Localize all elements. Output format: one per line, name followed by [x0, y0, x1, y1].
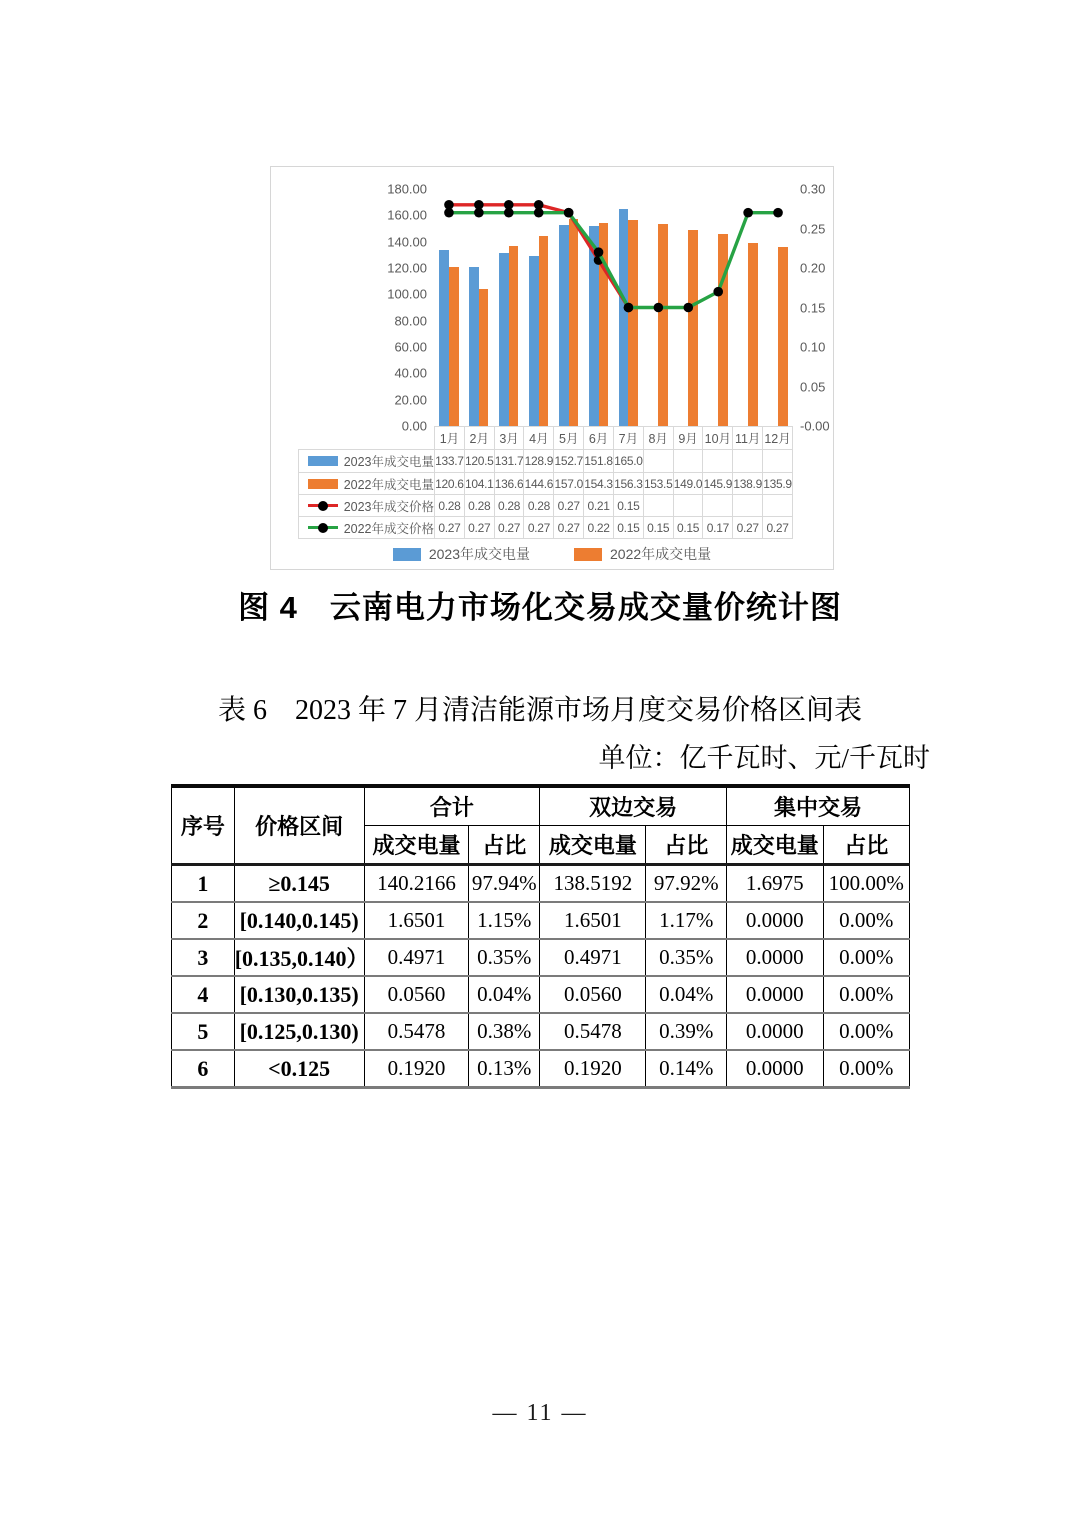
- legend-item: [574, 544, 711, 564]
- left-axis-tick-label: 20.00: [394, 392, 427, 408]
- col-group-header: 双边交易: [540, 786, 727, 826]
- month-label: 11月: [732, 427, 762, 449]
- marker-2022年成交价格: [444, 208, 454, 218]
- marker-2022年成交价格: [743, 208, 753, 218]
- row-value-cell: 0.00%: [823, 976, 909, 1013]
- price-range-table: [171, 784, 910, 1089]
- figure-caption: 图 4 云南电力市场化交易成交量价统计图: [238, 590, 842, 625]
- left-axis-tick-label: 180.00: [387, 181, 427, 197]
- row-value-cell: 138.5192: [540, 865, 646, 903]
- col-header-seq: 序号: [172, 786, 235, 865]
- legend-value-cell: 0.27: [494, 517, 524, 538]
- month-label: 5月: [553, 427, 583, 449]
- legend-key: [299, 495, 435, 516]
- table-row: [172, 902, 910, 939]
- row-value-cell: 0.04%: [646, 976, 726, 1013]
- row-price-range: [0.135,0.140）: [234, 939, 364, 976]
- month-label: 2月: [464, 427, 494, 449]
- col-group-header: 集中交易: [726, 786, 909, 826]
- legend-value-cell: 120.6: [435, 476, 464, 491]
- legend-item-label: 2022年成交电量: [610, 546, 712, 562]
- legend-value-cell: 144.6: [523, 473, 553, 494]
- left-axis-tick-label: 120.00: [387, 260, 427, 276]
- legend-table-row: [299, 472, 792, 494]
- legend-value-cell: 0.15: [673, 517, 703, 538]
- legend-value-cell: 135.9: [762, 473, 792, 494]
- col-subheader: 占比: [469, 826, 540, 865]
- legend-value-cell: [762, 495, 792, 516]
- legend-value-cell: 0.27: [464, 517, 494, 538]
- right-axis-tick-label: 0.20: [800, 260, 826, 276]
- legend-value-cell: [762, 450, 792, 472]
- left-axis-tick-label: 160.00: [387, 207, 427, 223]
- left-axis-tick-label: 40.00: [394, 365, 427, 381]
- 2023年成交电量-swatch-icon: [308, 456, 338, 466]
- 2022年成交电量-swatch-icon: [308, 479, 338, 489]
- left-axis-tick-label: 60.00: [394, 339, 427, 355]
- 2023年成交价格-line-marker-icon: [308, 501, 338, 511]
- month-label: 12月: [762, 427, 792, 449]
- row-value-cell: 0.13%: [469, 1050, 540, 1088]
- legend-value-cell: [732, 495, 762, 516]
- row-value-cell: 0.35%: [469, 939, 540, 976]
- row-value-cell: 97.94%: [469, 865, 540, 903]
- row-value-cell: 0.5478: [364, 1013, 469, 1050]
- col-subheader: 占比: [823, 826, 909, 865]
- line-2022年成交价格: [449, 213, 778, 308]
- 2022年成交电量-swatch-icon: [574, 548, 602, 561]
- legend-value-cell: 104.1: [464, 473, 494, 494]
- col-subheader: 成交电量: [540, 826, 646, 865]
- marker-2022年成交价格: [534, 208, 544, 218]
- row-value-cell: 97.92%: [646, 865, 726, 903]
- legend-value-cell: 0.17: [702, 517, 732, 538]
- chart-legend: [271, 544, 833, 564]
- right-axis-tick-label: 0.30: [800, 181, 826, 197]
- row-value-cell: 0.0000: [726, 1050, 823, 1088]
- legend-value-cell: 0.22: [583, 517, 613, 538]
- table-row: [172, 865, 910, 903]
- right-axis-tick-label: 0.10: [800, 339, 826, 355]
- marker-2022年成交价格: [594, 247, 604, 257]
- legend-value-cell: 128.9: [523, 450, 553, 472]
- row-seq: 5: [172, 1013, 235, 1050]
- col-subheader: 成交电量: [726, 826, 823, 865]
- row-seq: 1: [172, 865, 235, 903]
- legend-value-cell: 152.7: [553, 450, 583, 472]
- figure4-chart: [270, 166, 834, 570]
- legend-value-cell: [673, 450, 703, 472]
- marker-2022年成交价格: [683, 303, 693, 313]
- month-label: 1月: [439, 432, 460, 446]
- row-value-cell: 1.15%: [469, 902, 540, 939]
- legend-value-cell: 138.9: [732, 473, 762, 494]
- legend-series-name: 2022年成交价格: [343, 521, 434, 536]
- col-subheader: 占比: [646, 826, 726, 865]
- left-axis-tick-label: 100.00: [387, 286, 427, 302]
- row-value-cell: 0.0560: [364, 976, 469, 1013]
- 2022年成交价格-line-marker-icon: [308, 523, 338, 533]
- right-axis-tick-label: 0.25: [800, 221, 826, 236]
- row-seq: 2: [172, 902, 235, 939]
- row-value-cell: 0.39%: [646, 1013, 726, 1050]
- row-value-cell: 1.6501: [540, 902, 646, 939]
- row-value-cell: 0.35%: [646, 939, 726, 976]
- legend-value-cell: 0.27: [553, 517, 583, 538]
- legend-value-cell: 0.28: [464, 495, 494, 516]
- legend-table-row: [299, 516, 792, 538]
- marker-2022年成交价格: [624, 303, 634, 313]
- legend-value-cell: 0.27: [762, 517, 792, 538]
- marker-2022年成交价格: [773, 208, 783, 218]
- row-value-cell: 140.2166: [364, 865, 469, 903]
- left-axis-tick-label: 80.00: [394, 313, 427, 329]
- marker-2022年成交价格: [504, 208, 514, 218]
- legend-key: [299, 517, 435, 538]
- table-row: [172, 976, 910, 1013]
- legend-key: [299, 450, 435, 472]
- legend-table-row: [299, 494, 792, 516]
- chart-data-table: [298, 449, 793, 539]
- marker-2022年成交价格: [713, 287, 723, 297]
- month-label: 8月: [643, 427, 673, 449]
- row-value-cell: 0.00%: [823, 1013, 909, 1050]
- legend-value-cell: 0.28: [438, 498, 461, 513]
- row-value-cell: 0.00%: [823, 1050, 909, 1088]
- legend-value-cell: 0.27: [732, 517, 762, 538]
- legend-value-cell: 0.27: [438, 520, 461, 535]
- plot-area: [434, 189, 793, 426]
- col-header-price-range: 价格区间: [234, 786, 364, 865]
- legend-value-cell: 0.27: [523, 517, 553, 538]
- legend-series-name: 2022年成交电量: [343, 477, 434, 492]
- price-range-table-head: [172, 786, 910, 865]
- legend-value-cell: [702, 495, 732, 516]
- row-price-range: [0.140,0.145): [234, 902, 364, 939]
- month-label: 4月: [523, 427, 553, 449]
- row-seq: 4: [172, 976, 235, 1013]
- left-axis-tick-label: 140.00: [387, 234, 427, 250]
- row-value-cell: 0.14%: [646, 1050, 726, 1088]
- legend-table-row: [299, 450, 792, 472]
- legend-value-cell: 165.0: [613, 450, 643, 472]
- legend-value-cell: 0.28: [494, 495, 524, 516]
- legend-value-cell: 154.3: [583, 473, 613, 494]
- x-axis-month-row: [434, 426, 793, 449]
- legend-series-name: 2023年成交价格: [343, 499, 434, 514]
- row-value-cell: 0.0000: [726, 902, 823, 939]
- marker-2022年成交价格: [474, 208, 484, 218]
- row-value-cell: 1.6501: [364, 902, 469, 939]
- row-value-cell: 1.17%: [646, 902, 726, 939]
- month-label: 10月: [702, 427, 732, 449]
- right-axis-tick-label: 0.05: [800, 379, 826, 394]
- legend-series-name: 2023年成交电量: [343, 455, 434, 469]
- row-value-cell: 1.6975: [726, 865, 823, 903]
- month-label: 7月: [613, 427, 643, 449]
- row-value-cell: 0.1920: [364, 1050, 469, 1088]
- legend-value-cell: 0.15: [613, 495, 643, 516]
- row-price-range: <0.125: [234, 1050, 364, 1088]
- row-value-cell: 0.0000: [726, 1013, 823, 1050]
- row-price-range: ≥0.145: [234, 865, 364, 903]
- price-lines: [434, 189, 793, 426]
- legend-value-cell: 0.28: [523, 495, 553, 516]
- table6-unit-note: 单位：亿千瓦时、元/千瓦时: [598, 743, 930, 773]
- row-value-cell: 0.0560: [540, 976, 646, 1013]
- row-price-range: [0.125,0.130): [234, 1013, 364, 1050]
- 2023年成交电量-swatch-icon: [393, 548, 421, 561]
- row-value-cell: 0.04%: [469, 976, 540, 1013]
- table6-caption: 表 6 2023 年 7 月清洁能源市场月度交易价格区间表: [217, 695, 862, 726]
- legend-value-cell: 120.5: [464, 450, 494, 472]
- legend-value-cell: 131.7: [494, 450, 524, 472]
- legend-value-cell: 157.0: [553, 473, 583, 494]
- legend-value-cell: 136.6: [494, 473, 524, 494]
- right-axis-tick-label: 0.15: [800, 300, 826, 315]
- row-value-cell: 0.0000: [726, 939, 823, 976]
- legend-value-cell: [643, 495, 673, 516]
- right-axis-tick-label: -0.00: [800, 418, 830, 434]
- row-value-cell: 0.00%: [823, 902, 909, 939]
- month-label: 9月: [673, 427, 703, 449]
- table-row: [172, 939, 910, 976]
- table-row: [172, 1050, 910, 1088]
- legend-value-cell: 149.0: [673, 473, 703, 494]
- legend-item: [393, 544, 530, 564]
- legend-value-cell: [643, 450, 673, 472]
- row-seq: 6: [172, 1050, 235, 1088]
- marker-2022年成交价格: [654, 303, 664, 313]
- legend-value-cell: [673, 495, 703, 516]
- legend-value-cell: 145.9: [702, 473, 732, 494]
- legend-value-cell: 151.8: [583, 450, 613, 472]
- row-value-cell: 0.5478: [540, 1013, 646, 1050]
- col-group-header: 合计: [364, 786, 540, 826]
- legend-key: [299, 473, 435, 494]
- row-price-range: [0.130,0.135): [234, 976, 364, 1013]
- table-row: [172, 1013, 910, 1050]
- legend-value-cell: 0.21: [583, 495, 613, 516]
- legend-item-label: 2023年成交电量: [428, 546, 530, 562]
- month-label: 6月: [583, 427, 613, 449]
- legend-value-cell: [702, 450, 732, 472]
- left-axis-tick-label: 0.00: [401, 418, 427, 434]
- row-value-cell: 0.4971: [540, 939, 646, 976]
- legend-value-cell: [732, 450, 762, 472]
- legend-value-cell: 156.3: [613, 473, 643, 494]
- row-value-cell: 0.38%: [469, 1013, 540, 1050]
- row-value-cell: 0.1920: [540, 1050, 646, 1088]
- legend-value-cell: 133.7: [435, 454, 464, 468]
- month-label: 3月: [494, 427, 524, 449]
- row-seq: 3: [172, 939, 235, 976]
- row-value-cell: 100.00%: [823, 865, 909, 903]
- row-value-cell: 0.00%: [823, 939, 909, 976]
- legend-value-cell: 0.15: [613, 517, 643, 538]
- marker-2022年成交价格: [564, 208, 574, 218]
- legend-value-cell: 0.15: [643, 517, 673, 538]
- page-number: — 11 —: [492, 1400, 588, 1426]
- price-range-table-body: [172, 865, 910, 1088]
- table-header-row-1: [172, 786, 910, 826]
- row-value-cell: 0.4971: [364, 939, 469, 976]
- legend-value-cell: 153.5: [643, 473, 673, 494]
- row-value-cell: 0.0000: [726, 976, 823, 1013]
- col-subheader: 成交电量: [364, 826, 469, 865]
- legend-value-cell: 0.27: [553, 495, 583, 516]
